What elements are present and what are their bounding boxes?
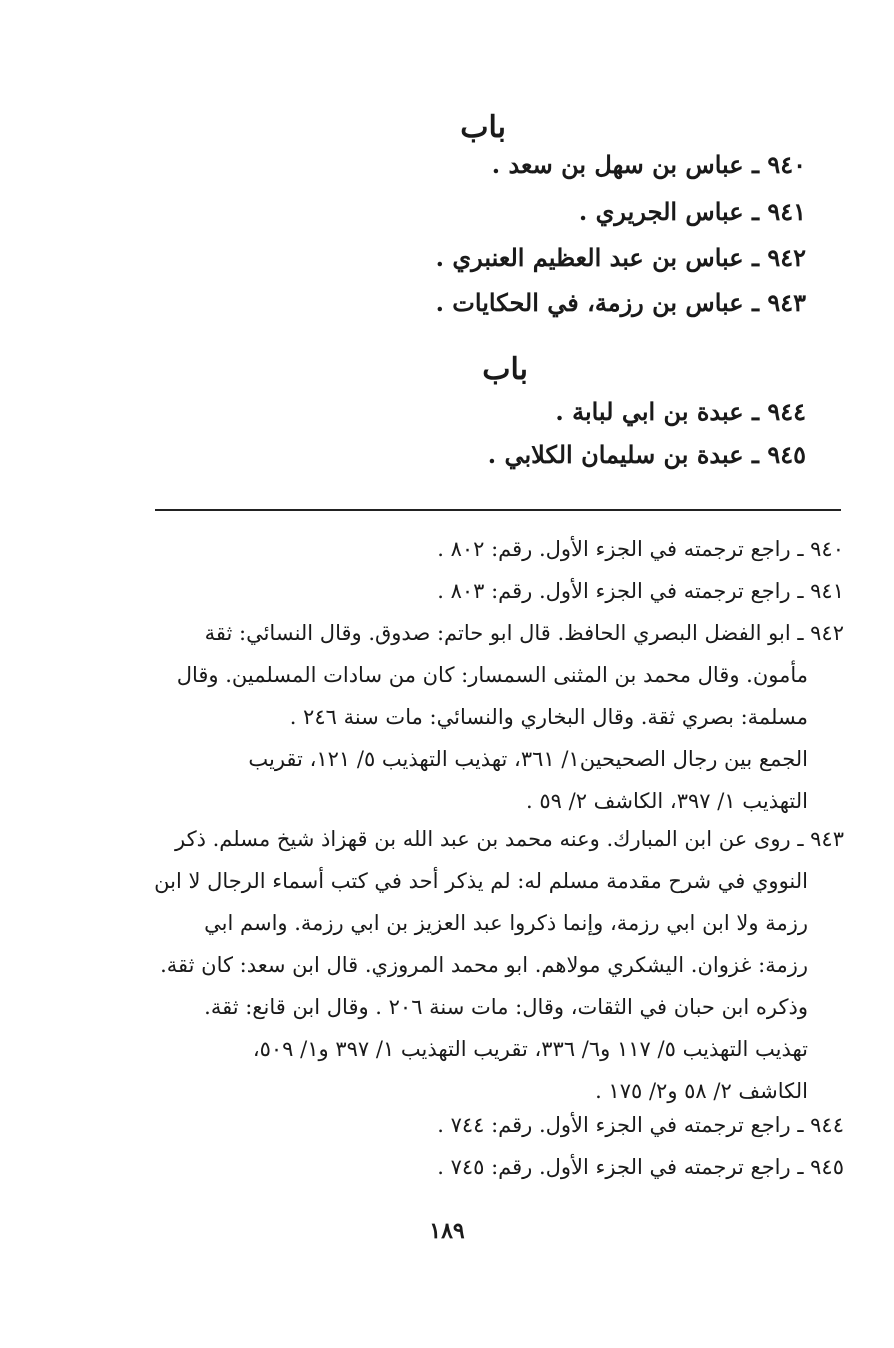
footnote-941 — [150, 570, 844, 612]
entry-945: ٩٤٥ ـ عبدة بن سليمان الكلابي . — [487, 440, 806, 469]
footnote-940 — [150, 528, 844, 570]
footnote-942 — [150, 612, 844, 822]
footnote-line: رزمة ولا ابن ابي رزمة، وإنما ذكروا عبد العزيز بن ابي رزمة. واسم ابي — [204, 911, 808, 935]
page-number: ١٨٩ — [429, 1218, 465, 1244]
footnote-line: ٩٤٢ ـ ابو الفضل البصري الحافظ. قال ابو حاتم: صدوق. وقال النسائي: ثقة — [204, 621, 844, 645]
footnote-line: ٩٤٣ ـ روى عن ابن المبارك. وعنه محمد بن عبد الله بن قهزاذ شيخ مسلم. ذكر — [175, 827, 844, 851]
footnote-line: مأمون. وقال محمد بن المثنى السمسار: كان من سادات المسلمين. وقال — [176, 663, 808, 687]
footnote-line: ٩٤١ ـ راجع ترجمته في الجزء الأول. رقم: ٨٠٣ . — [437, 579, 844, 603]
footnote-line: وذكره ابن حبان في الثقات، وقال: مات سنة ٢٠٦ . وقال ابن قانع: ثقة. — [204, 995, 808, 1019]
footnote-line: مسلمة: بصري ثقة. وقال البخاري والنسائي: مات سنة ٢٤٦ . — [289, 705, 808, 729]
footnote-line: رزمة: غزوان. اليشكري مولاهم. ابو محمد المروزي. قال ابن سعد: كان ثقة. — [160, 953, 808, 977]
entry-944: ٩٤٤ ـ عبدة بن ابي لبابة . — [555, 397, 806, 426]
footnote-line: الجمع بين رجال الصحيحين١/ ٣٦١، تهذيب التهذيب ٥/ ١٢١، تقريب — [248, 747, 808, 771]
footnote-line: تهذيب التهذيب ٥/ ١١٧ و٦/ ٣٣٦، تقريب التهذيب ١/ ٣٩٧ و١/ ٥٠٩، — [252, 1037, 808, 1061]
footnote-943 — [150, 818, 844, 1112]
footnote-line: ٩٤٠ ـ راجع ترجمته في الجزء الأول. رقم: ٨٠٢ . — [437, 537, 844, 561]
footnote-line: الكاشف ٢/ ٥٨ و٢/ ١٧٥ . — [595, 1079, 808, 1103]
footnote-945 — [150, 1146, 844, 1188]
entry-940: ٩٤٠ ـ عباس بن سهل بن سعد . — [491, 150, 806, 179]
entry-941: ٩٤١ ـ عباس الجريري . — [578, 197, 806, 226]
footnote-divider — [155, 509, 841, 511]
footnote-line: التهذيب ١/ ٣٩٧، الكاشف ٢/ ٥٩ . — [526, 789, 808, 813]
footnote-line: ٩٤٤ ـ راجع ترجمته في الجزء الأول. رقم: ٧٤٤ . — [437, 1113, 844, 1137]
section-heading: باب — [460, 110, 506, 145]
footnote-944 — [150, 1104, 844, 1146]
section-heading: باب — [482, 352, 528, 387]
footnote-line: ٩٤٥ ـ راجع ترجمته في الجزء الأول. رقم: ٧٤٥ . — [437, 1155, 844, 1179]
footnote-line: النووي في شرح مقدمة مسلم له: لم يذكر أحد في كتب أسماء الرجال لا ابن — [154, 869, 808, 893]
entry-943: ٩٤٣ ـ عباس بن رزمة، في الحكايات . — [435, 288, 806, 317]
entry-942: ٩٤٢ ـ عباس بن عبد العظيم العنبري . — [435, 243, 806, 272]
